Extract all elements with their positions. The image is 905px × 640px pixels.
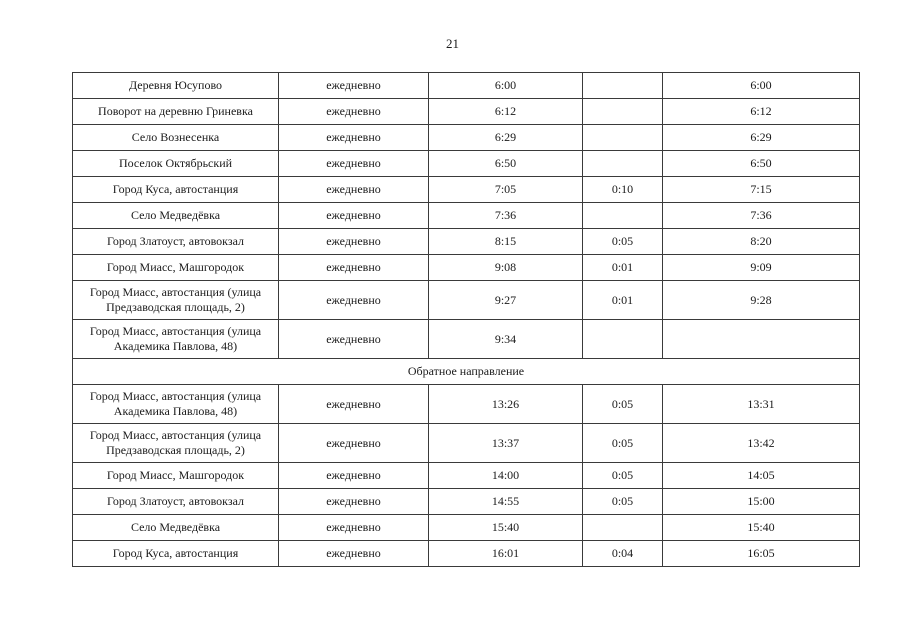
stop-duration [583, 320, 663, 359]
stop-duration [583, 125, 663, 151]
stop-name [73, 385, 279, 424]
operating-days: ежедневно [279, 281, 429, 320]
table-row [73, 424, 860, 463]
departure-time: 6:00 [663, 73, 860, 99]
stop-duration: 0:05 [583, 229, 663, 255]
departure-time: 6:12 [663, 99, 860, 125]
stop-duration: 0:05 [583, 385, 663, 424]
stop-name: Деревня Юсупово [73, 73, 279, 99]
departure-time: 13:42 [663, 424, 860, 463]
arrival-time: 8:15 [429, 229, 583, 255]
arrival-time: 6:50 [429, 151, 583, 177]
operating-days: ежедневно [279, 177, 429, 203]
departure-time: 7:15 [663, 177, 860, 203]
operating-days: ежедневно [279, 515, 429, 541]
operating-days: ежедневно [279, 151, 429, 177]
table-row [73, 255, 860, 281]
stop-name: Село Вознесенка [73, 125, 279, 151]
operating-days: ежедневно [279, 424, 429, 463]
arrival-time: 16:01 [429, 541, 583, 567]
stop-name: Город Миасс, Машгородок [73, 463, 279, 489]
arrival-time: 9:27 [429, 281, 583, 320]
departure-time: 7:36 [663, 203, 860, 229]
operating-days: ежедневно [279, 385, 429, 424]
stop-name-line: Город Миасс, автостанция (улица [89, 389, 262, 403]
departure-time: 6:50 [663, 151, 860, 177]
stop-name: Город Куса, автостанция [73, 541, 279, 567]
departure-time: 15:00 [663, 489, 860, 515]
table-row [73, 385, 860, 424]
table-row [73, 151, 860, 177]
table-row [73, 177, 860, 203]
stop-duration [583, 515, 663, 541]
table-row [73, 125, 860, 151]
stop-name-line: Город Миасс, автостанция (улица [89, 285, 262, 299]
table-row [73, 73, 860, 99]
stop-duration [583, 99, 663, 125]
departure-time: 9:28 [663, 281, 860, 320]
arrival-time: 9:08 [429, 255, 583, 281]
stop-name [73, 281, 279, 320]
table-row [73, 99, 860, 125]
stop-name [73, 320, 279, 359]
stop-name-line: Предзаводская площадь, 2) [106, 300, 245, 314]
arrival-time: 6:12 [429, 99, 583, 125]
operating-days: ежедневно [279, 255, 429, 281]
operating-days: ежедневно [279, 203, 429, 229]
operating-days: ежедневно [279, 229, 429, 255]
departure-time: 6:29 [663, 125, 860, 151]
stop-duration [583, 151, 663, 177]
departure-time: 13:31 [663, 385, 860, 424]
table-row [73, 320, 860, 359]
stop-name: Город Златоуст, автовокзал [73, 489, 279, 515]
stop-duration: 0:10 [583, 177, 663, 203]
stop-name: Село Медведёвка [73, 515, 279, 541]
departure-time: 8:20 [663, 229, 860, 255]
operating-days: ежедневно [279, 541, 429, 567]
operating-days: ежедневно [279, 320, 429, 359]
stop-name-line: Предзаводская площадь, 2) [106, 443, 245, 457]
stop-duration [583, 203, 663, 229]
stop-name: Поворот на деревню Гриневка [73, 99, 279, 125]
departure-time [663, 320, 860, 359]
table-row [73, 489, 860, 515]
table-row [73, 229, 860, 255]
stop-duration: 0:04 [583, 541, 663, 567]
arrival-time: 7:36 [429, 203, 583, 229]
stop-name-line: Город Миасс, автостанция (улица [89, 428, 262, 442]
stop-name: Город Златоуст, автовокзал [73, 229, 279, 255]
stop-duration: 0:01 [583, 255, 663, 281]
section-header-row [73, 359, 860, 385]
table-row [73, 541, 860, 567]
operating-days: ежедневно [279, 489, 429, 515]
operating-days: ежедневно [279, 125, 429, 151]
arrival-time: 14:55 [429, 489, 583, 515]
stop-name-line: Академика Павлова, 48) [113, 404, 238, 418]
schedule-table [72, 72, 860, 567]
operating-days: ежедневно [279, 463, 429, 489]
arrival-time: 15:40 [429, 515, 583, 541]
stop-duration: 0:01 [583, 281, 663, 320]
departure-time: 16:05 [663, 541, 860, 567]
stop-name-line: Город Миасс, автостанция (улица [89, 324, 262, 338]
operating-days: ежедневно [279, 73, 429, 99]
arrival-time: 9:34 [429, 320, 583, 359]
arrival-time: 13:26 [429, 385, 583, 424]
arrival-time: 6:29 [429, 125, 583, 151]
stop-duration [583, 73, 663, 99]
departure-time: 9:09 [663, 255, 860, 281]
table-row [73, 463, 860, 489]
operating-days: ежедневно [279, 99, 429, 125]
page-number: 21 [446, 36, 459, 51]
stop-name: Город Миасс, Машгородок [73, 255, 279, 281]
stop-duration: 0:05 [583, 424, 663, 463]
stop-name [73, 424, 279, 463]
arrival-time: 14:00 [429, 463, 583, 489]
stop-duration: 0:05 [583, 489, 663, 515]
arrival-time: 6:00 [429, 73, 583, 99]
stop-name-line: Академика Павлова, 48) [113, 339, 238, 353]
arrival-time: 13:37 [429, 424, 583, 463]
stop-name: Поселок Октябрьский [73, 151, 279, 177]
stop-name: Село Медведёвка [73, 203, 279, 229]
stop-duration: 0:05 [583, 463, 663, 489]
departure-time: 14:05 [663, 463, 860, 489]
arrival-time: 7:05 [429, 177, 583, 203]
departure-time: 15:40 [663, 515, 860, 541]
section-title: Обратное направление [73, 359, 860, 385]
stop-name: Город Куса, автостанция [73, 177, 279, 203]
table-row [73, 203, 860, 229]
table-row [73, 281, 860, 320]
table-row [73, 515, 860, 541]
